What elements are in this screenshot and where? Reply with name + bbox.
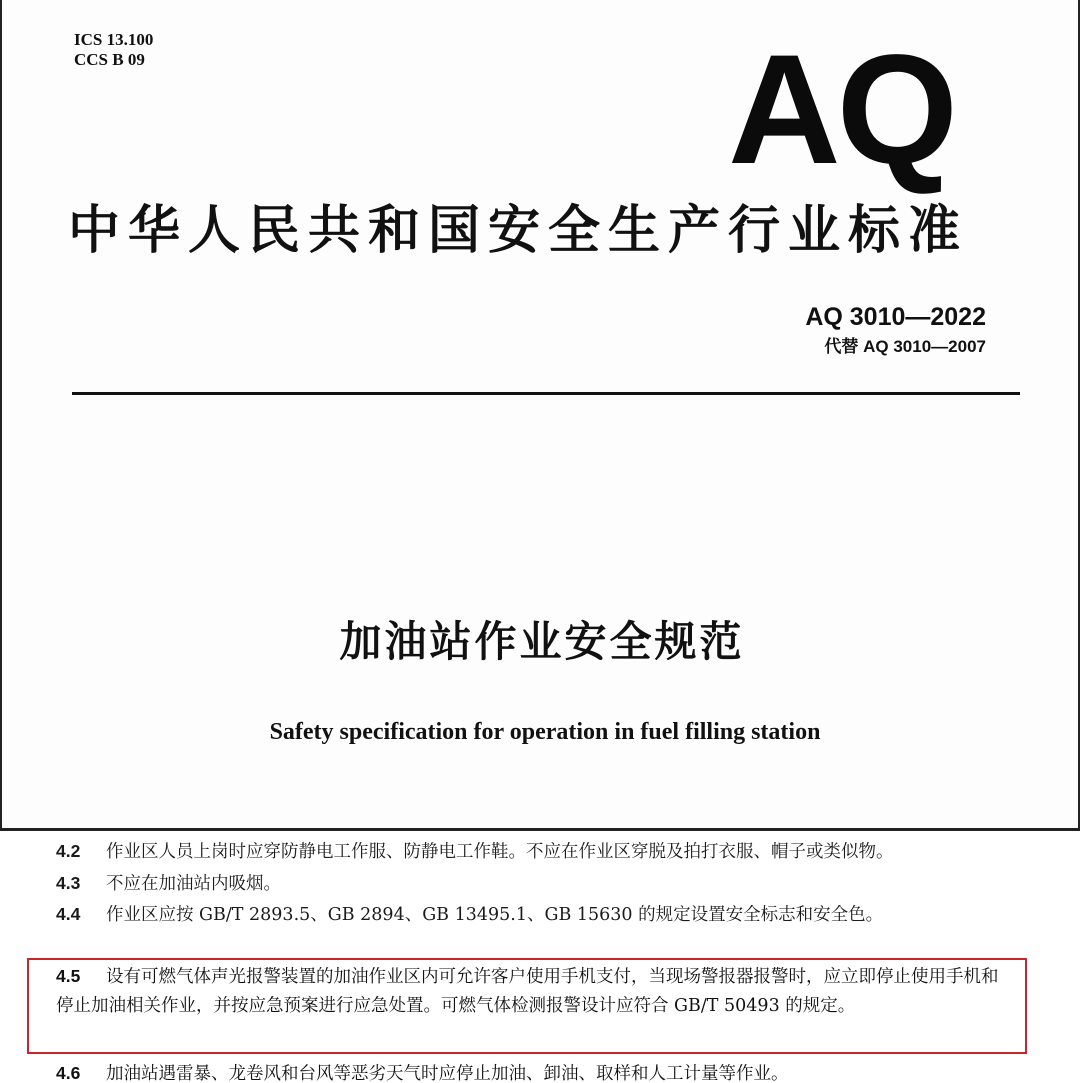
clause-4-6 [56,1058,1016,1083]
clause-text: 作业区应按 GB/T 2893.5、GB 2894、GB 13495.1、GB 15630 的规定设置安全标志和安全色。 [106,905,884,925]
classification-codes [74,30,153,70]
clause-4-2 [56,836,1026,868]
clause-number: 4.6 [56,1063,81,1083]
clause-text: 设有可燃气体声光报警装置的加油作业区内可允许客户使用手机支付，当现场警报器报警时，应立即停止使用手机和停止加油相关作业，并按应急预案进行应急处置。可燃气体检测报警设计应符合 GB/T 50493 的规定。 [56,967,999,1016]
standard-number-block [805,300,986,360]
clause-text: 不应在加油站内吸烟。 [106,873,281,894]
document-title-en: Safety specification for operation in fuel filling station [269,719,821,745]
replaces-standard: 代替 AQ 3010—2007 [824,337,986,356]
clause-4-3 [56,868,1026,900]
clause-4-5 [56,962,1004,1021]
clause-list [56,836,1026,931]
clause-number: 4.3 [56,872,81,893]
header-rule [72,392,1020,395]
ics-code: ICS 13.100 [74,30,154,49]
section-divider [0,828,1080,831]
ccs-code: CCS B 09 [74,50,145,69]
standard-category-title: 中华人民共和国安全生产行业标准 [68,201,969,261]
clause-number: 4.4 [56,904,81,924]
document-title-cn: 加油站作业安全规范 [339,617,745,666]
clause-text: 作业区人员上岗时应穿防静电工作服、防静电工作鞋。不应在作业区穿脱及拍打衣服、帽子或类似物。 [106,842,894,862]
clause-number: 4.5 [56,966,81,986]
aq-logo: AQ [728,23,954,197]
standard-number: AQ 3010—2022 [805,303,986,331]
clause-text: 加油站遇雷暴、龙卷风和台风等恶劣天气时应停止加油、卸油、取样和人工计量等作业。 [106,1064,789,1083]
clause-number: 4.2 [56,841,81,861]
clause-4-4 [56,899,1026,931]
